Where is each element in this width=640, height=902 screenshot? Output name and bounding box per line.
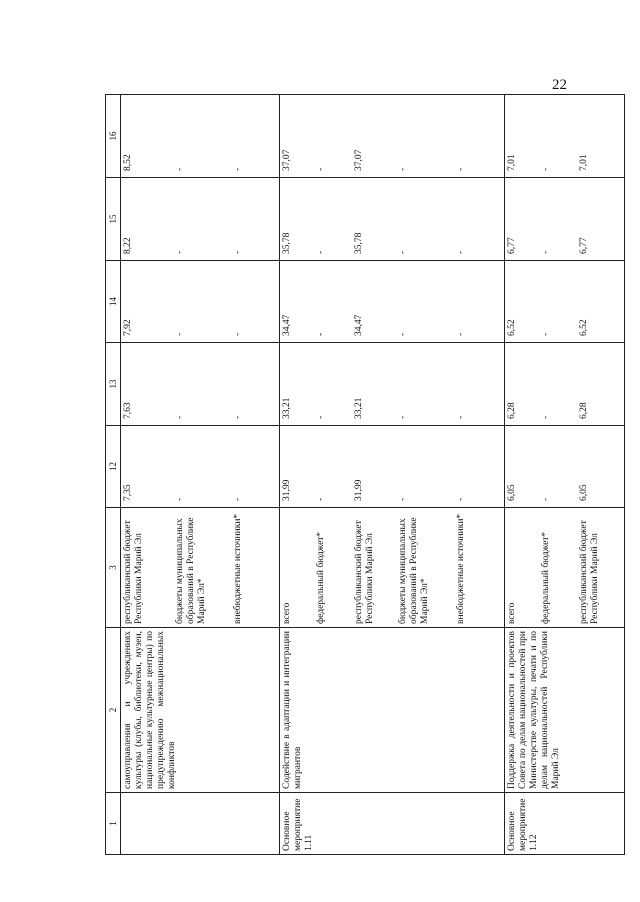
funding-source: внебюджетные источники* <box>233 513 243 624</box>
col-header: 12 <box>106 426 121 508</box>
funding-source: всего <box>506 602 517 624</box>
value-cell <box>504 261 624 343</box>
value-cell <box>280 178 505 261</box>
funding-source-cell <box>280 508 505 628</box>
amount-value: 37,07 <box>282 149 293 171</box>
table-row <box>121 95 280 855</box>
amount-value: - <box>540 250 551 254</box>
col-header: 1 <box>106 793 121 855</box>
amount-value: - <box>316 167 327 171</box>
amount-value: - <box>398 415 409 419</box>
funding-source: бюджеты муниципальных образований в Республике Марий Эл* <box>175 517 207 624</box>
amount-value: 7,35 <box>123 484 133 501</box>
amount-value: 33,21 <box>282 397 293 419</box>
funding-source: внебюджетные источники* <box>456 513 467 624</box>
amount-value: 31,99 <box>282 479 293 501</box>
amount-value: 6,05 <box>578 484 589 501</box>
value-cell <box>121 178 280 261</box>
value-cell <box>504 426 624 508</box>
amount-value: - <box>233 497 243 501</box>
amount-value: 31,99 <box>354 479 365 501</box>
measure-code-cell: Основное мероприятие 1.11 <box>280 793 505 855</box>
measure-description-cell: Поддержка деятельности и проектов Совета по делам национальностей при Министерстве культуры, печати и по делам национальностей Республики Марий Эл <box>504 628 624 793</box>
amount-value: - <box>175 250 185 254</box>
budget-table <box>105 94 625 855</box>
amount-value: - <box>316 250 327 254</box>
funding-source: федеральный бюджет* <box>316 531 327 624</box>
value-cell <box>121 95 280 178</box>
amount-value: 6,28 <box>578 402 589 419</box>
amount-value: - <box>398 250 409 254</box>
amount-value: - <box>456 497 467 501</box>
amount-value: - <box>175 497 185 501</box>
amount-value: - <box>316 332 327 336</box>
col-header: 13 <box>106 343 121 426</box>
amount-value: - <box>540 415 551 419</box>
measure-description-cell: самоуправления и учреждениях культуры (клубы, библиотеки, музеи, национальные культурные центры) по предупреждению межнациональных конфликтов <box>121 628 280 793</box>
amount-value: - <box>233 332 243 336</box>
amount-value: 7,01 <box>578 154 589 171</box>
budget-table-rotated <box>105 95 625 855</box>
amount-value: 8,52 <box>123 154 133 171</box>
amount-value: - <box>456 167 467 171</box>
funding-source-cell <box>121 508 280 628</box>
amount-value: - <box>398 497 409 501</box>
amount-value: - <box>540 332 551 336</box>
amount-value: - <box>233 250 243 254</box>
measure-code-cell <box>121 793 280 855</box>
amount-value: - <box>540 167 551 171</box>
funding-source: всего <box>282 602 293 624</box>
amount-value: 7,63 <box>123 402 133 419</box>
value-cell <box>121 343 280 426</box>
funding-source: республиканский бюджет Республики Марий Эл <box>123 520 144 624</box>
value-cell <box>121 261 280 343</box>
amount-value: - <box>398 332 409 336</box>
amount-value: 6,28 <box>506 402 517 419</box>
col-header: 3 <box>106 508 121 628</box>
amount-value: - <box>316 415 327 419</box>
amount-value: 6,77 <box>578 237 589 254</box>
value-cell <box>280 95 505 178</box>
funding-source-cell <box>504 508 624 628</box>
amount-value: 6,05 <box>506 484 517 501</box>
amount-value: - <box>175 415 185 419</box>
page-number: 22 <box>552 77 567 93</box>
value-cell <box>280 343 505 426</box>
amount-value: - <box>175 332 185 336</box>
amount-value: 6,52 <box>506 319 517 336</box>
amount-value: - <box>398 167 409 171</box>
measure-description-cell: Содействие в адаптации и интеграции мигрантов <box>280 628 505 793</box>
amount-value: - <box>456 250 467 254</box>
col-header: 14 <box>106 261 121 343</box>
table-body <box>121 95 625 855</box>
value-cell <box>504 95 624 178</box>
amount-value: - <box>233 415 243 419</box>
value-cell <box>121 426 280 508</box>
amount-value: 7,92 <box>123 319 133 336</box>
funding-source: федеральный бюджет* <box>540 531 551 624</box>
funding-source: республиканский бюджет Республики Марий Эл <box>578 520 600 624</box>
amount-value: 33,21 <box>354 397 365 419</box>
table-row <box>280 95 505 855</box>
measure-code-cell: Основное мероприятие 1.12 <box>504 793 624 855</box>
amount-value: - <box>233 167 243 171</box>
amount-value: 8,22 <box>123 237 133 254</box>
table-row <box>504 95 624 855</box>
col-header: 16 <box>106 95 121 178</box>
amount-value: 35,78 <box>282 232 293 254</box>
amount-value: 37,07 <box>354 149 365 171</box>
value-cell <box>504 343 624 426</box>
value-cell <box>280 261 505 343</box>
col-header: 15 <box>106 178 121 261</box>
amount-value: - <box>175 167 185 171</box>
amount-value: 7,01 <box>506 154 517 171</box>
amount-value: 35,78 <box>354 232 365 254</box>
col-header: 2 <box>106 628 121 793</box>
amount-value: - <box>540 497 551 501</box>
amount-value: 6,77 <box>506 237 517 254</box>
funding-source: бюджеты муниципальных образований в Республике Марий Эл* <box>398 517 430 624</box>
amount-value: - <box>456 332 467 336</box>
value-cell <box>504 178 624 261</box>
amount-value: 34,47 <box>354 314 365 336</box>
amount-value: - <box>456 415 467 419</box>
value-cell <box>280 426 505 508</box>
amount-value: 6,52 <box>578 319 589 336</box>
amount-value: 34,47 <box>282 314 293 336</box>
funding-source: республиканский бюджет Республики Марий Эл <box>354 520 376 624</box>
header-row <box>106 95 121 855</box>
amount-value: - <box>316 497 327 501</box>
